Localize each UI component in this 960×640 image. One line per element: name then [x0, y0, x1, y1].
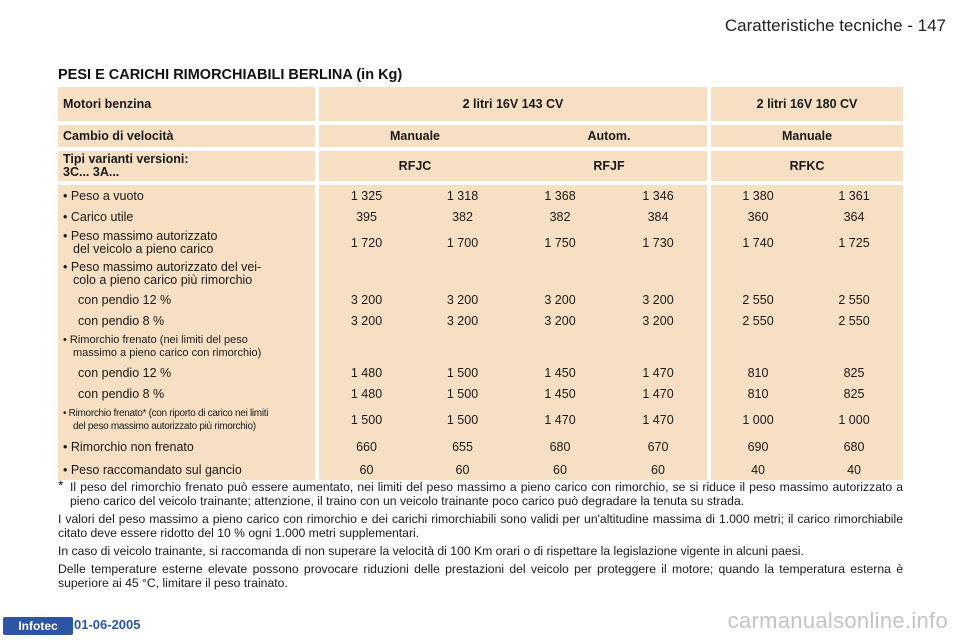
gearbox-1: Manuale: [315, 125, 511, 147]
row-label: con pendio 12 %: [58, 362, 315, 383]
table-row: • Peso massimo autorizzato del veicolo a pieno carico 1 720 1 700 1 750 1 730 1 740 1 725: [58, 227, 903, 258]
table-row: • Peso raccomandato sul gancio 60 60 60 60 40 40: [58, 459, 903, 480]
row-label: • Carico utile: [58, 206, 315, 227]
engine-2-header: 2 litri 16V 180 CV: [707, 87, 903, 121]
row-label: • Rimorchio frenato* (con riporto di carico nei limiti del peso massimo autorizzato più rimorchio): [58, 404, 315, 435]
row-label: con pendio 12 %: [58, 289, 315, 310]
gearbox-header-row: [58, 125, 903, 147]
row-label: • Rimorchio frenato (nei limiti del peso massimo a pieno carico con rimorchio): [58, 331, 315, 362]
row-label: • Peso a vuoto: [58, 185, 315, 206]
table-row: • Rimorchio non frenato 660 655 680 670 690 680: [58, 435, 903, 459]
table-row: • Rimorchio frenato* (con riporto di carico nei limiti del peso massimo autorizzato più rimorchio) 1 500 1 500 1 470 1 470 1 000 1 000: [58, 404, 903, 435]
variants-label: Tipi varianti versioni: 3C... 3A...: [58, 151, 315, 181]
gearbox-3: Manuale: [707, 125, 903, 147]
weights-table: [58, 87, 903, 480]
section-title: PESI E CARICHI RIMORCHIABILI BERLINA (in Kg): [58, 67, 403, 83]
table-row: con pendio 12 % 3 200 3 200 3 200 3 200 2 550 2 550: [58, 289, 903, 310]
footnote-star: *: [58, 477, 64, 493]
row-label: con pendio 8 %: [58, 383, 315, 404]
variant-header-row: [58, 151, 903, 181]
table-row: con pendio 12 % 1 480 1 500 1 450 1 470 810 825: [58, 362, 903, 383]
footnote: * Il peso del rimorchio frenato può essere aumentato, nei limiti del peso massimo a pieno carico con rimorchio, se si riduce il peso massimo autorizzato a pieno carico del veicolo trainante; attenzione, il traino con un veicolo trainante poco carico può degradare la tenuta su strada.: [58, 477, 903, 508]
table-row: • Peso a vuoto 1 325 1 318 1 368 1 346 1 380 1 361: [58, 185, 903, 206]
variant-3: RFKC: [707, 151, 903, 181]
note-paragraph: I valori del peso massimo a pieno carico con rimorchio e dei carichi rimorchiabili sono validi per un'altitudine massima di 1.000 metri; il carico rimorchiabile citato deve essere ridotto del 10 % ogni 1.000 metri supplementari.: [58, 512, 903, 540]
row-label: • Peso raccomandato sul gancio: [58, 459, 315, 480]
gearbox-label: Cambio di velocità: [58, 125, 315, 147]
notes: [58, 477, 903, 594]
row-label: • Peso massimo autorizzato del veicolo a pieno carico: [58, 227, 315, 258]
table-row: • Carico utile 395 382 382 384 360 364: [58, 206, 903, 227]
row-label: • Peso massimo autorizzato del vei- colo a pieno carico più rimorchio: [58, 258, 315, 289]
engines-label: Motori benzina: [58, 87, 315, 121]
note-paragraph: Delle temperature esterne elevate possono provocare riduzioni delle prestazioni del veicolo per proteggere il motore; quando la temperatura esterna è superiore ai 45 °C, limitare il peso trainato.: [58, 562, 903, 590]
row-label: con pendio 8 %: [58, 310, 315, 331]
variant-1: RFJC: [315, 151, 511, 181]
note-paragraph: In caso di veicolo trainante, si raccomanda di non superare la velocità di 100 Km orari o di rispettare la legislazione vigente in alcuni paesi.: [58, 544, 804, 558]
table-row: con pendio 8 % 1 480 1 500 1 450 1 470 810 825: [58, 383, 903, 404]
watermark: carmanualsonline.info: [727, 608, 948, 633]
table-row: con pendio 8 % 3 200 3 200 3 200 3 200 2 550 2 550: [58, 310, 903, 331]
variant-2: RFJF: [511, 151, 707, 181]
engine-1-header: 2 litri 16V 143 CV: [315, 87, 707, 121]
infotec-logo: Infotec: [3, 617, 73, 635]
gearbox-2: Autom.: [511, 125, 707, 147]
engine-header-row: [58, 87, 903, 121]
row-label: • Rimorchio non frenato: [58, 435, 315, 459]
page-header: Caratteristiche tecniche - 147: [724, 16, 946, 35]
table-row: [58, 331, 903, 362]
table-row: [58, 258, 903, 289]
footer-date: 01-06-2005: [74, 617, 141, 632]
